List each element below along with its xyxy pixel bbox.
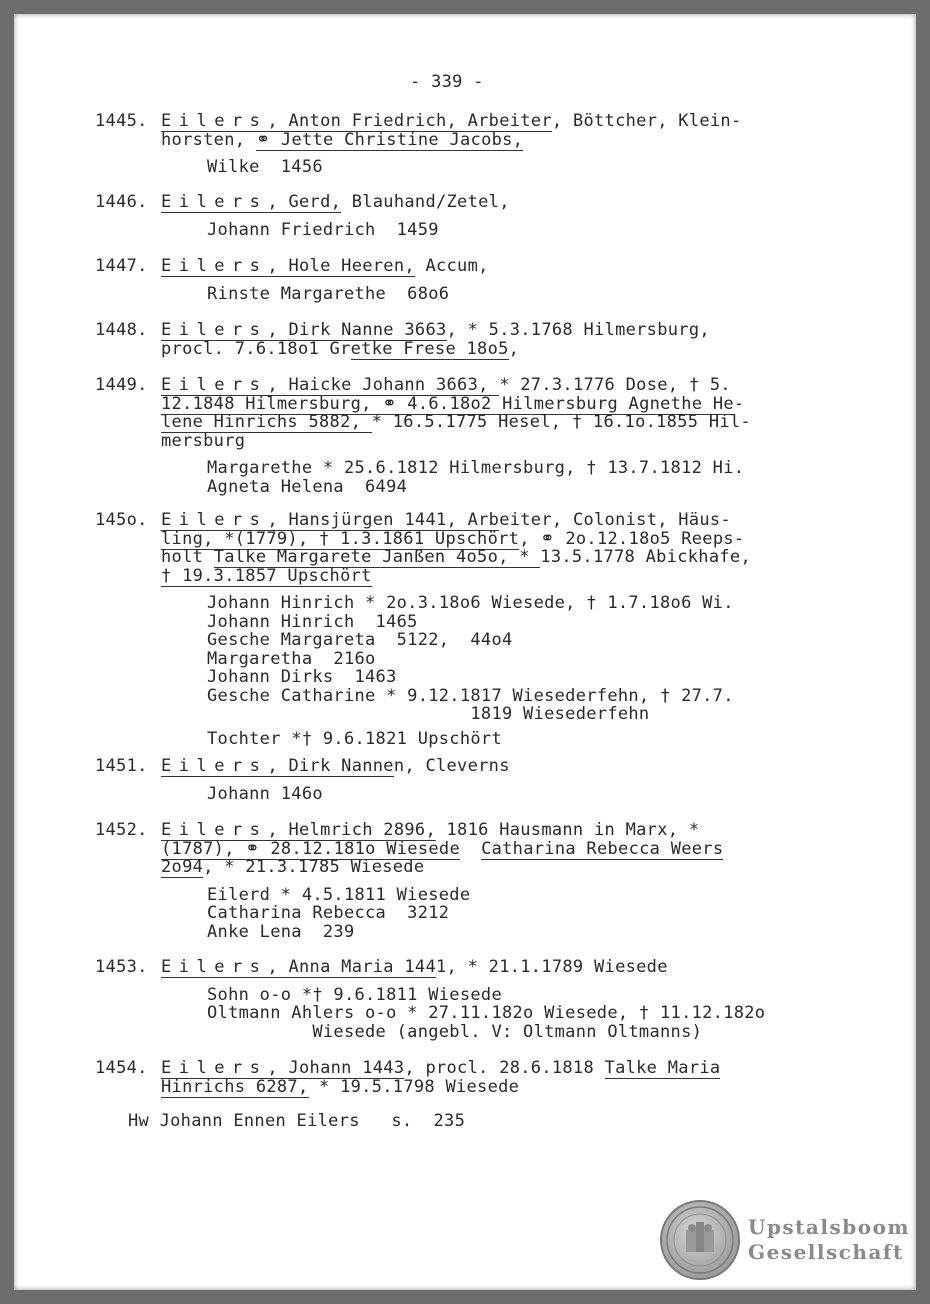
entry-line: Eilers, Dirk Nannen, Cleverns bbox=[161, 756, 510, 776]
child-line: Johann 146o bbox=[207, 783, 323, 804]
child-line: Margarethe * 25.6.1812 Hilmersburg, † 13.7.1812 Hi. bbox=[207, 458, 745, 478]
entry-body bbox=[161, 1059, 811, 1096]
entry-number: 1451. bbox=[95, 756, 148, 776]
children-list bbox=[207, 459, 811, 496]
logo-line-2: Gesellschaft bbox=[748, 1240, 904, 1264]
page-number: - 339 - bbox=[410, 72, 484, 92]
society-logo bbox=[748, 1215, 910, 1265]
entry-line: Eilers, Haicke Johann 3663, * 27.3.1776 Dose, † 5. bbox=[161, 375, 731, 395]
entry-line: Eilers, Hole Heeren, Accum, bbox=[161, 256, 489, 276]
entry-body bbox=[161, 257, 811, 303]
entry-body bbox=[161, 376, 811, 496]
entry-number: 1454. bbox=[95, 1058, 148, 1078]
children-list bbox=[207, 886, 811, 942]
entry-number: 1452. bbox=[95, 820, 148, 840]
entry-line: ling, *(1779), † 1.3.1861 Upschört, ⚭ 2o.12.18o5 Reeps- bbox=[161, 528, 745, 549]
entry-number: 1448. bbox=[95, 320, 148, 340]
footer-reference: Hw Johann Ennen Eilers s. 235 bbox=[128, 1111, 466, 1131]
entry-body bbox=[161, 321, 811, 358]
entry-body bbox=[161, 958, 811, 1041]
entry-line: horsten, ⚭ Jette Christine Jacobs, bbox=[161, 129, 524, 150]
entry-line: 2o94, * 21.3.1785 Wiesede bbox=[161, 857, 425, 877]
child-line: Gesche Catharine * 9.12.1817 Wiesederfehn, † 27.7. bbox=[207, 685, 734, 706]
entry-body bbox=[161, 821, 811, 941]
entry-line: Hinrichs 6287, * 19.5.1798 Wiesede bbox=[161, 1076, 520, 1097]
entry-line: Eilers, Gerd, Blauhand/Zetel, bbox=[161, 192, 510, 212]
entry-body bbox=[161, 757, 811, 803]
entry-number: 1449. bbox=[95, 375, 148, 395]
entry-line: Eilers, Helmrich 2896, 1816 Hausmann in Marx, * bbox=[161, 820, 700, 840]
children-list bbox=[207, 285, 811, 304]
child-line: Margaretha 216o bbox=[207, 648, 376, 669]
entry-line: lene Hinrichs 5882, * 16.5.1775 Hesel, † 16.1o.1855 Hil- bbox=[161, 412, 751, 432]
entry-number: 1445. bbox=[95, 111, 148, 131]
children-list bbox=[207, 594, 811, 748]
child-line: Wiesede (angebl. V: Oltmann Oltmanns) bbox=[207, 1021, 703, 1042]
children-list bbox=[207, 158, 811, 177]
child-line: 1819 Wiesederfehn bbox=[207, 704, 650, 724]
entry-line: † 19.3.1857 Upschört bbox=[161, 565, 372, 586]
entry-number: 1446. bbox=[95, 192, 148, 212]
entry-body bbox=[161, 112, 811, 177]
entry-line: holt Talke Margarete Janßen 4o5o, * 13.5.1778 Abickhafe, bbox=[161, 547, 751, 567]
entry-number: 1453. bbox=[95, 957, 148, 977]
entry-line: Eilers, Anton Friedrich, Arbeiter, Böttcher, Klein- bbox=[161, 111, 742, 131]
child-line: Johann Hinrich 1465 bbox=[207, 611, 418, 632]
society-seal-icon bbox=[660, 1200, 740, 1280]
entry-number: 1447. bbox=[95, 256, 148, 276]
entry-line: Eilers, Dirk Nanne 3663, * 5.3.1768 Hilmersburg, bbox=[161, 320, 710, 340]
entry-line: Eilers, Hansjürgen 1441, Arbeiter, Colonist, Häus- bbox=[161, 510, 731, 530]
entry-line: procl. 7.6.18o1 Gretke Frese 18o5, bbox=[161, 338, 520, 359]
child-line: Rinste Margarethe 68o6 bbox=[207, 283, 450, 304]
child-line: Anke Lena 239 bbox=[207, 921, 355, 942]
child-line: Oltmann Ahlers o-o * 27.11.182o Wiesede, † 11.12.182o bbox=[207, 1003, 766, 1023]
children-list bbox=[207, 221, 811, 240]
child-line: Eilerd * 4.5.1811 Wiesede bbox=[207, 884, 471, 905]
entry-line: Eilers, Anna Maria 1441, * 21.1.1789 Wiesede bbox=[161, 957, 668, 977]
entry-body bbox=[161, 511, 811, 748]
child-line: Agneta Helena 6494 bbox=[207, 476, 408, 497]
child-line: Wilke 1456 bbox=[207, 157, 323, 177]
entry-line: (1787), ⚭ 28.12.181o Wiesede Catharina Rebecca Weers bbox=[161, 838, 724, 859]
child-line: Johann Hinrich * 2o.3.18o6 Wiesede, † 1.7.18o6 Wi. bbox=[207, 593, 734, 613]
children-list bbox=[207, 986, 811, 1042]
entry-line: mersburg bbox=[161, 430, 246, 451]
child-line: Tochter *† 9.6.1821 Upschört bbox=[207, 728, 502, 749]
entry-number: 145o. bbox=[95, 510, 148, 530]
entry-line: 12.1848 Hilmersburg, ⚭ 4.6.18o2 Hilmersburg Agnethe He- bbox=[161, 393, 745, 414]
child-line: Gesche Margareta 5122, 44o4 bbox=[207, 630, 513, 650]
child-line: Catharina Rebecca 3212 bbox=[207, 903, 450, 923]
child-line: Sohn o-o *† 9.6.1811 Wiesede bbox=[207, 984, 502, 1005]
child-line: Johann Friedrich 1459 bbox=[207, 219, 439, 240]
entry-line: Eilers, Johann 1443, procl. 28.6.1818 Talke Maria bbox=[161, 1058, 721, 1078]
children-list bbox=[207, 785, 811, 804]
child-line: Johann Dirks 1463 bbox=[207, 667, 397, 687]
entry-body bbox=[161, 193, 811, 239]
logo-line-1: Upstalsboom bbox=[748, 1215, 911, 1239]
